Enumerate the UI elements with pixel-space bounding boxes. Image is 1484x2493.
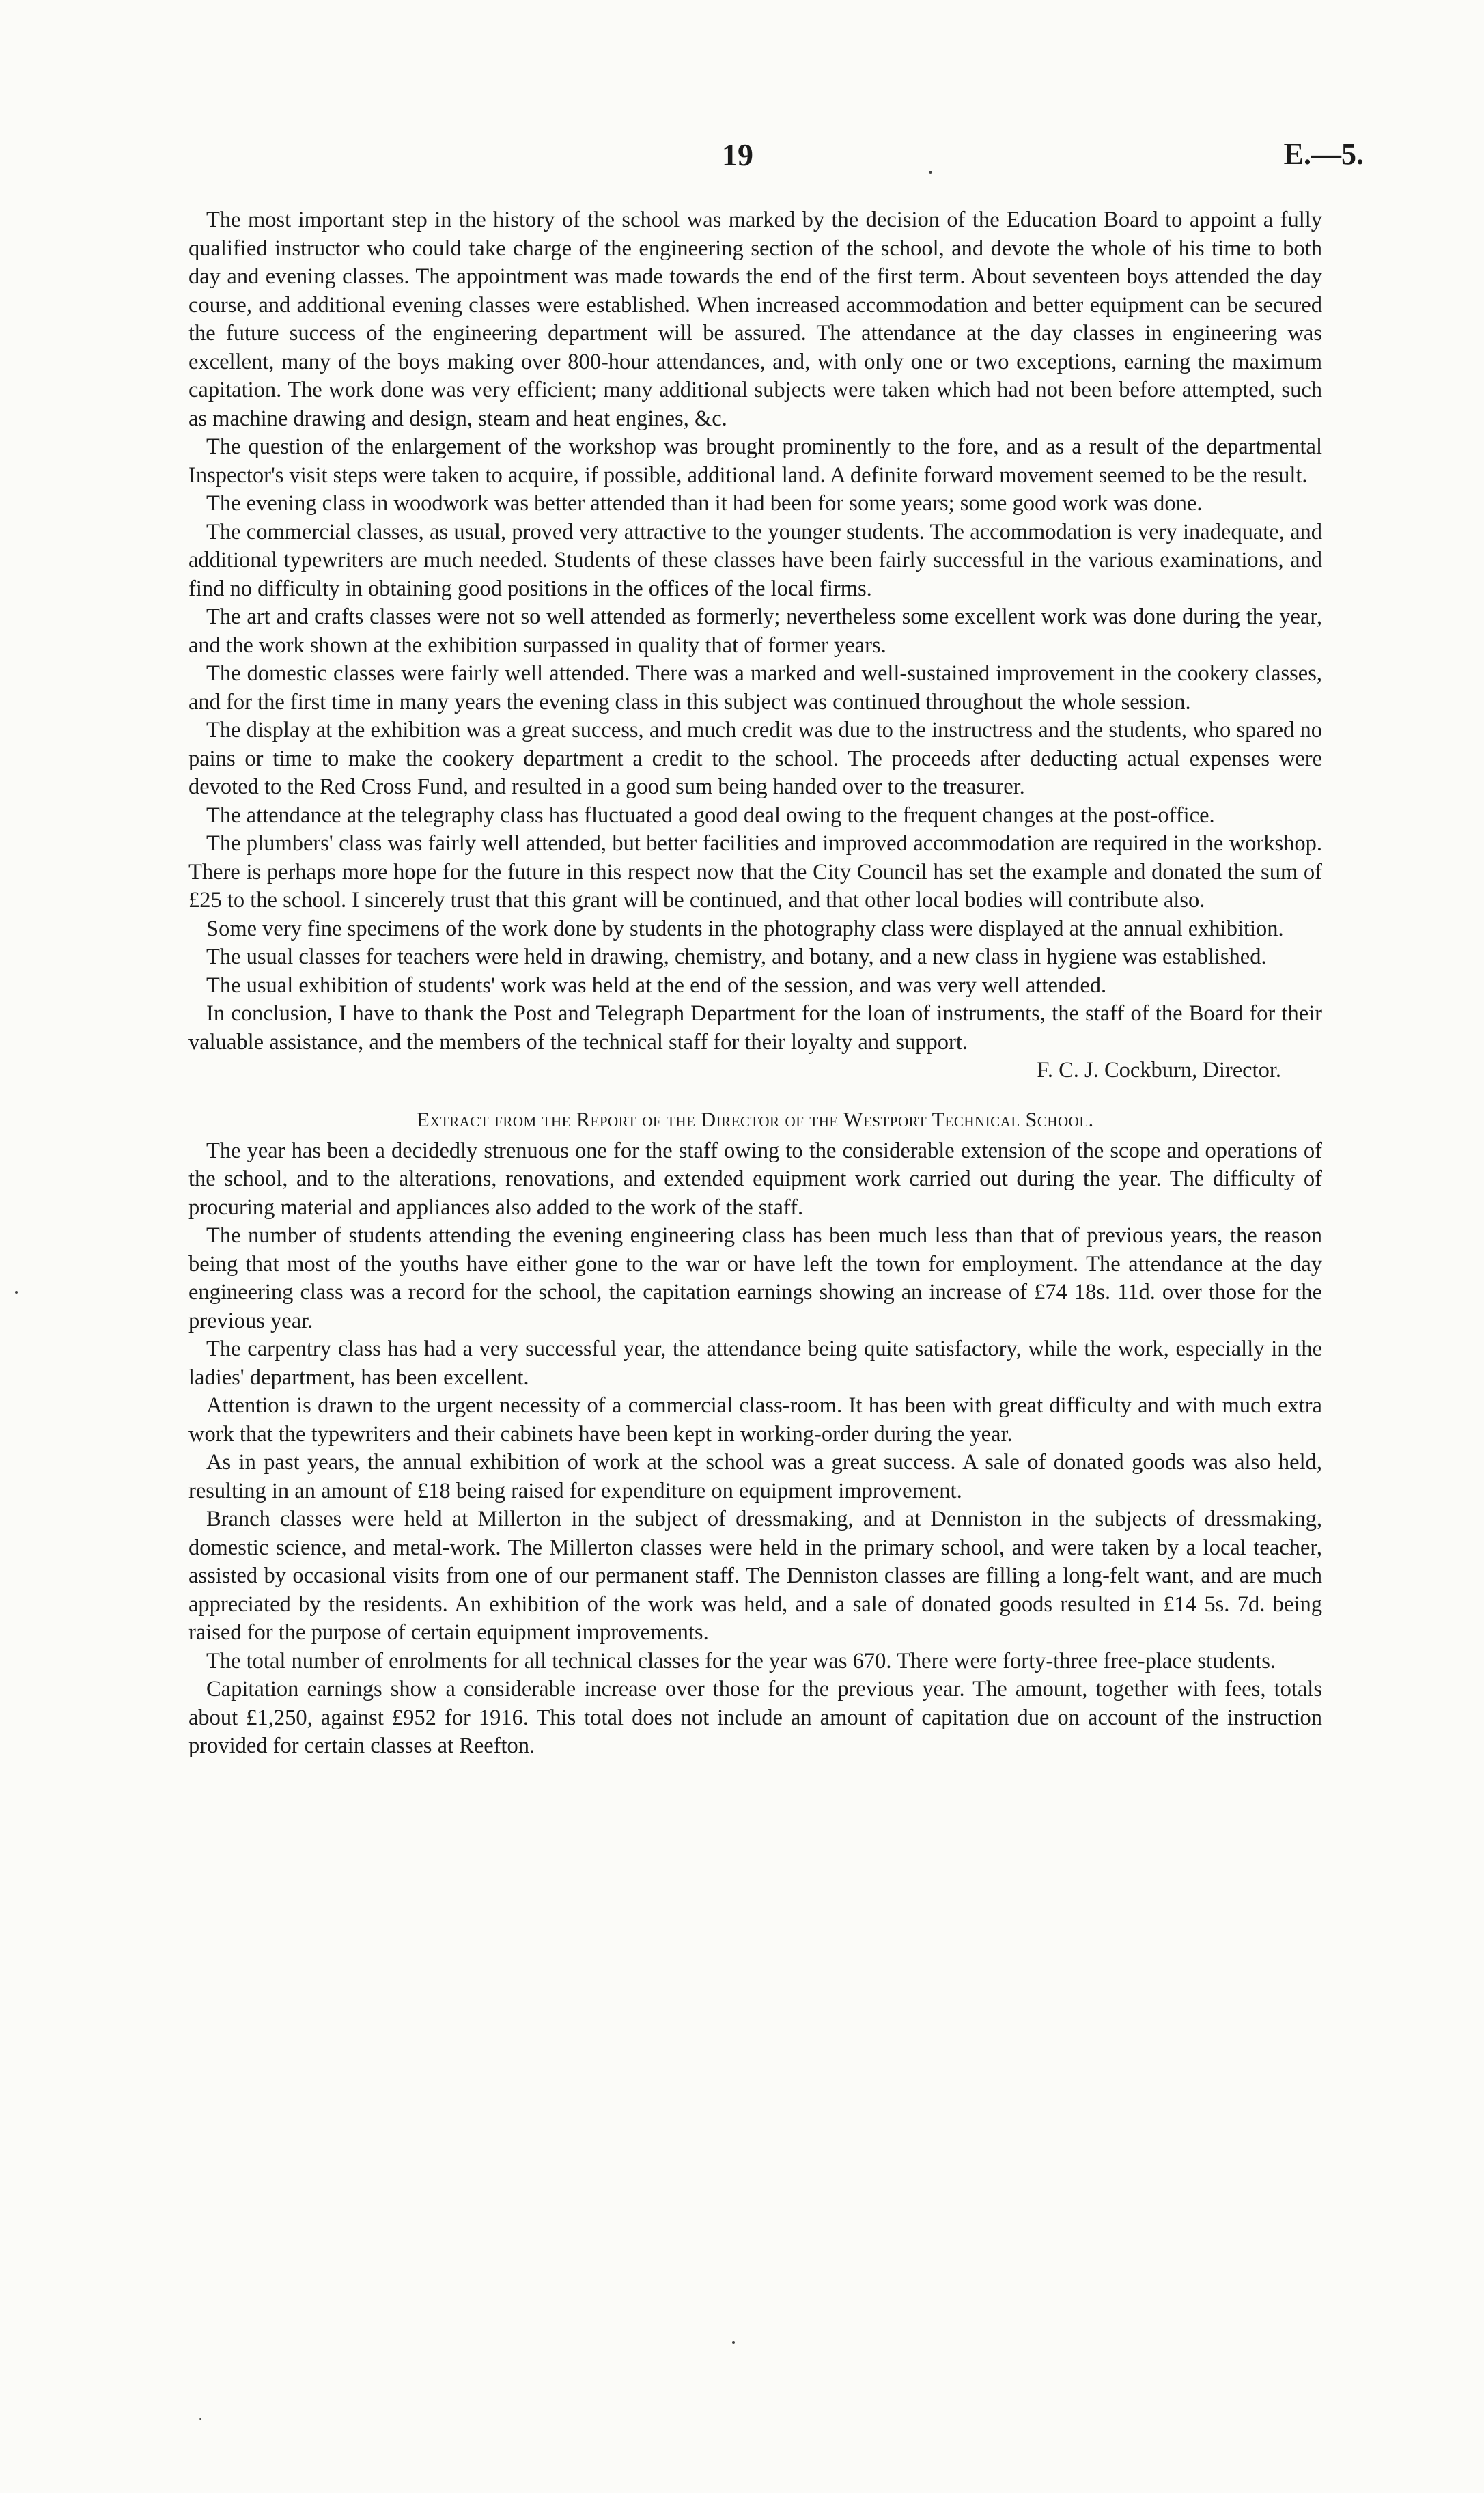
paragraph: The usual classes for teachers were held in drawing, chemistry, and botany, and a new class in hygiene was established. xyxy=(206,945,1267,969)
paragraph: As in past years, the annual exhibition of work at the school was a great success. A sale of donated goods was also held, resulting in an amount of £18 being raised for expenditure on equipment improvement. xyxy=(188,1450,1322,1503)
paragraph: The display at the exhibition was a great success, and much credit was due to the instructress and the students, who spared no pains or time to make the cookery department a credit to the school. The proceeds after deducting actual expenses were devoted to the Red Cross Fund, and resulted in a good sum being handed over to the treasurer. xyxy=(188,718,1322,799)
paragraph: The question of the enlargement of the workshop was brought prominently to the fore, and as a result of the departmental Inspector's visit steps were taken to acquire, if possible, additional land. A definite forward movement seemed to be the result. xyxy=(188,434,1322,488)
paragraph: The most important step in the history of the school was marked by the decision of the Education Board to appoint a fully qualified instructor who could take charge of the engineering section of the school, and devote the whole of his time to both day and evening classes. The appointment was made towards the end of the first term. About seventeen boys attended the day course, and additional evening classes were established. When increased accommodation and better equipment can be secured the future success of the engineering department will be assured. The attendance at the day classes in engineering was excellent, many of the boys making over 800-hour attendances, and, with only one or two exceptions, earning the maximum capitation. The work done was very efficient; many additional subjects were taken which had not been before attempted, such as machine drawing and design, steam and heat engines, &c. xyxy=(188,208,1322,431)
director-signature: F. C. J. Cockburn, Director. xyxy=(1037,1058,1281,1083)
scan-speck xyxy=(199,2418,201,2420)
scan-speck xyxy=(15,1291,18,1294)
paragraph: The number of students attending the evening engineering class has been much less than that of previous years, the reason being that most of the youths have either gone to the war or have left the town for employment. The attendance at the day engineering class was a record for the school, the capitation earnings showing an increase of £74 18s. 11d. over those for the previous year. xyxy=(188,1223,1322,1333)
paragraph: Branch classes were held at Millerton in the subject of dressmaking, and at Denniston in the subjects of dressmaking, domestic science, and metal-work. The Millerton classes were held in the primary school, and were taken by a local teacher, assisted by occasional visits from one of our permanent staff. The Denniston classes are filling a long-felt want, and are much appreciated by the residents. An exhibition of the work was held, and a sale of donated goods resulted in £14 5s. 7d. being raised for the purpose of certain equipment improvements. xyxy=(188,1507,1322,1645)
paragraph: The year has been a decidedly strenuous one for the staff owing to the considerable extension of the scope and operations of the school, and to the alterations, renovations, and extended equipment work carried out during the year. The difficulty of procuring material and appliances also added to the work of the staff. xyxy=(188,1138,1322,1220)
closing-paragraph: In conclusion, I have to thank the Post and Telegraph Department for the loan of instruments, the staff of the Board for their valuable assistance, and the members of the technical staff for their loyalty and support. xyxy=(188,1001,1322,1055)
paragraph: The evening class in woodwork was better attended than it had been for some years; some good work was done. xyxy=(206,491,1203,516)
closing-block xyxy=(188,1000,1322,1057)
paragraph: Capitation earnings show a considerable increase over those for the previous year. The amount, together with fees, totals about £1,250, against £952 for 1916. This total does not include an amount of capitation due on account of the instruction provided for certain classes at Reefton. xyxy=(188,1677,1322,1758)
section-heading: Extract from the Report of the Director of the Westport Technical School. xyxy=(417,1108,1094,1131)
paragraph: The usual exhibition of students' work was held at the end of the session, and was very well attended. xyxy=(206,973,1107,998)
page-number: 19 xyxy=(722,137,753,172)
paragraph: The total number of enrolments for all technical classes for the year was 670. There were forty-three free-place students. xyxy=(206,1648,1276,1673)
paragraph: Some very fine specimens of the work done by students in the photography class were displayed at the annual exhibition. xyxy=(206,916,1284,941)
series-code: E.—5. xyxy=(1283,137,1364,171)
paragraph: Attention is drawn to the urgent necessity of a commercial class-room. It has been with great difficulty and with much extra work that the typewriters and their cabinets have been kept in working-order during the year. xyxy=(188,1393,1322,1447)
report-body xyxy=(188,206,1322,1761)
paragraph: The commercial classes, as usual, proved very attractive to the younger students. The accommodation is very inadequate, and additional typewriters are much needed. Students of these classes have been fairly successful in the various examinations, and find no difficulty in obtaining good positions in the offices of the local firms. xyxy=(188,519,1322,601)
paragraph: The carpentry class has had a very successful year, the attendance being quite satisfactory, while the work, especially in the ladies' department, has been excellent. xyxy=(188,1337,1322,1390)
paragraph: The domestic classes were fairly well attended. There was a marked and well-sustained improvement in the cookery classes, and for the first time in many years the evening class in this subject was continued throughout the whole session. xyxy=(188,661,1322,714)
scan-speck xyxy=(732,2341,735,2344)
paragraph: The art and crafts classes were not so well attended as formerly; nevertheless some excellent work was done during the year, and the work shown at the exhibition surpassed in quality that of former years. xyxy=(188,604,1322,658)
paragraph: The plumbers' class was fairly well attended, but better facilities and improved accommodation are required in the workshop. There is perhaps more hope for the future in this respect now that the City Council has set the example and donated the sum of £25 to the school. I sincerely trust that this grant will be continued, and that other local bodies will contribute also. xyxy=(188,831,1322,913)
paragraph: The attendance at the telegraphy class has fluctuated a good deal owing to the frequent changes at the post-office. xyxy=(206,803,1215,828)
scan-speck xyxy=(929,171,932,174)
